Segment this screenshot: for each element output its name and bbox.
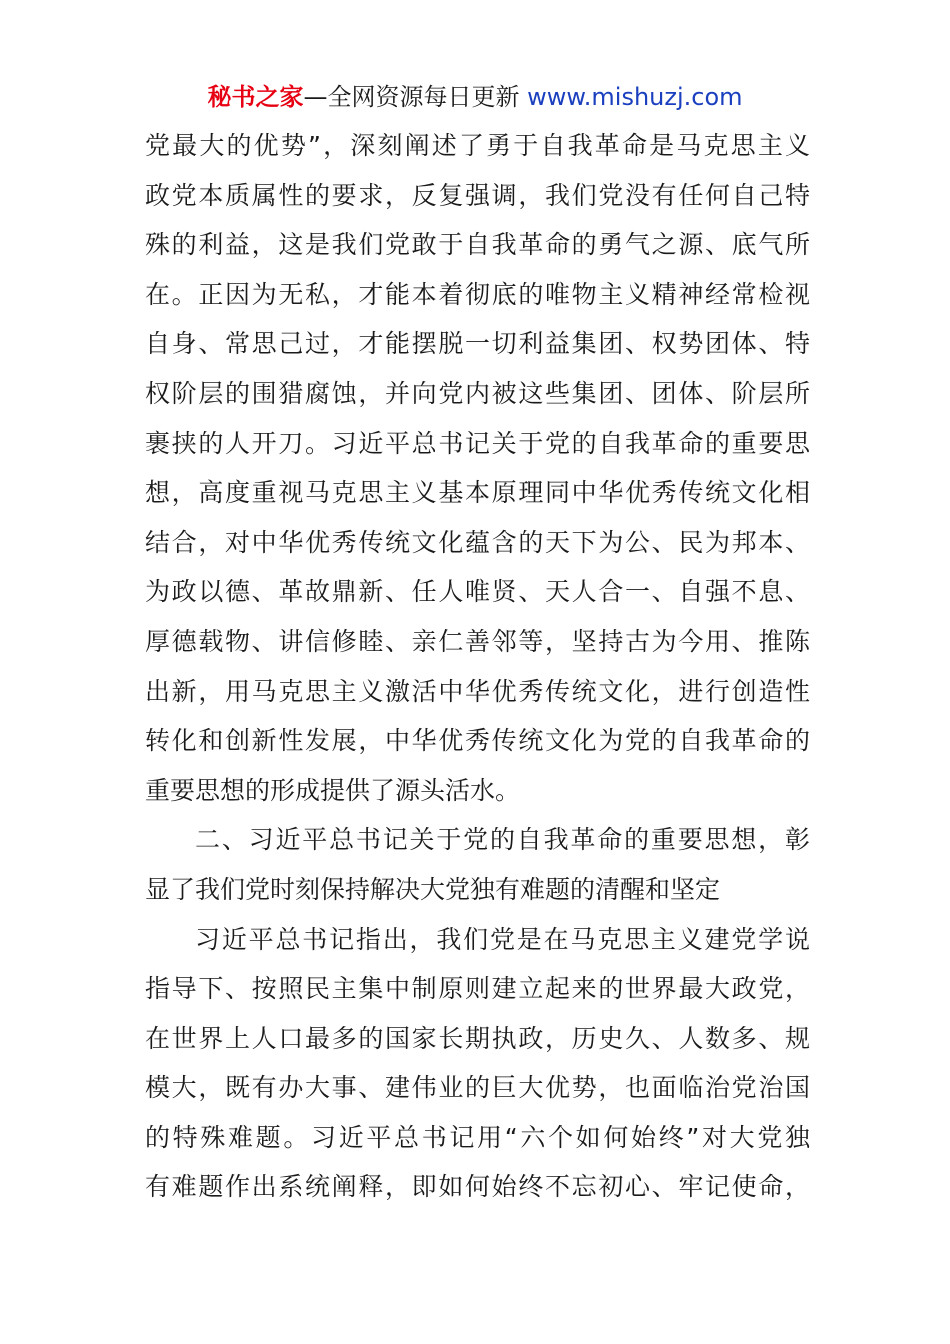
document-body bbox=[145, 121, 810, 1212]
site-tagline: —全网资源每日更新 bbox=[303, 83, 528, 111]
text-line: 厚德载物、讲信修睦、亲仁善邻等，坚持古为今用、推陈 bbox=[145, 626, 810, 656]
text-line: 在。正因为无私，才能本着彻底的唯物主义精神经常检视 bbox=[145, 279, 810, 309]
site-brand: 秘书之家 bbox=[207, 83, 304, 111]
text-line: 权阶层的围猎腐蚀，并向党内被这些集团、团体、阶层所 bbox=[145, 378, 810, 408]
text-line: 自身、常思己过，才能摆脱一切利益集团、权势团体、特 bbox=[145, 329, 810, 359]
text-line: 结合，对中华优秀传统文化蕴含的天下为公、民为邦本、 bbox=[145, 527, 810, 557]
text-line: 裹挟的人开刀。习近平总书记关于党的自我革命的重要思 bbox=[145, 428, 810, 458]
text-line: 出新，用马克思主义激活中华优秀传统文化，进行创造性 bbox=[145, 676, 810, 706]
page-header bbox=[0, 80, 950, 114]
text-line: 想，高度重视马克思主义基本原理同中华优秀传统文化相 bbox=[145, 478, 810, 508]
text-line: 指导下、按照民主集中制原则建立起来的世界最大政党， bbox=[145, 974, 810, 1004]
text-line: 二、习近平总书记关于党的自我革命的重要思想，彰 bbox=[195, 825, 810, 855]
text-line: 的特殊难题。习近平总书记用“六个如何始终”对大党独 bbox=[145, 1122, 810, 1152]
text-line: 有难题作出系统阐释，即如何始终不忘初心、牢记使命， bbox=[145, 1172, 810, 1202]
text-line: 重要思想的形成提供了源头活水。 bbox=[145, 775, 521, 805]
site-url[interactable]: www.mishuzj.com bbox=[527, 83, 743, 111]
text-line: 显了我们党时刻保持解决大党独有难题的清醒和坚定 bbox=[145, 874, 721, 904]
text-line: 殊的利益，这是我们党敢于自我革命的勇气之源、底气所 bbox=[145, 230, 810, 260]
text-line: 在世界上人口最多的国家长期执政，历史久、人数多、规 bbox=[145, 1023, 810, 1053]
text-line: 党最大的优势”，深刻阐述了勇于自我革命是马克思主义 bbox=[145, 131, 810, 160]
text-line: 为政以德、革故鼎新、任人唯贤、天人合一、自强不息、 bbox=[145, 577, 810, 607]
text-line: 政党本质属性的要求，反复强调，我们党没有任何自己特 bbox=[145, 180, 810, 210]
text-line: 模大，既有办大事、建伟业的巨大优势，也面临治党治国 bbox=[145, 1073, 810, 1103]
text-line: 习近平总书记指出，我们党是在马克思主义建党学说 bbox=[195, 924, 810, 954]
text-line: 转化和创新性发展，中华优秀传统文化为党的自我革命的 bbox=[145, 726, 810, 756]
